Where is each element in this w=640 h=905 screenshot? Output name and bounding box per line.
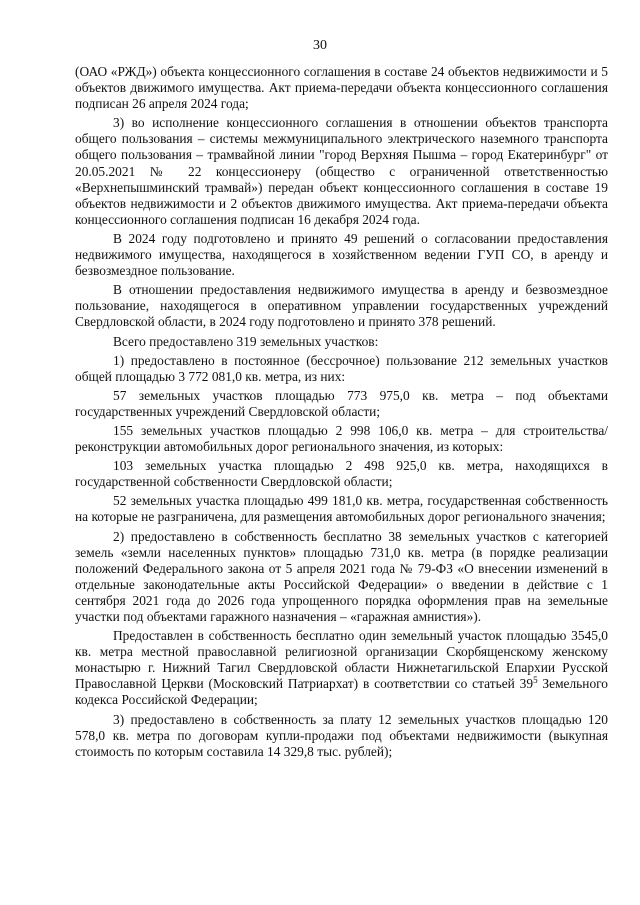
paragraph-institution-plots: 57 земельных участков площадью 773 975,0 кв. метра – под объектами государственных учреждений Свердловской области; xyxy=(75,387,608,419)
page-number: 30 xyxy=(313,38,327,53)
article-superscript: 5 xyxy=(533,675,538,686)
paragraph-undivided-property-plots: 52 земельных участка площадью 499 181,0 кв. метра, государственная собственность на которые не разграничена, для размещения автомобильных дорог регионального значения; xyxy=(75,493,608,525)
paragraph-monastery-plot xyxy=(75,628,608,708)
monastery-text-before: Предоставлен в собственность бесплатно один земельный участок площадью 3545,0 кв. метра местной православной религиозной организации Скорбященскому женскому монастырю г. Нижний Тагил Свердловской области Нижнетагильской Епархии Русской Православной Церкви (Московский Патриархат) в соответствии со статьей 39 xyxy=(75,628,608,692)
paragraph-permanent-use: 1) предоставлено в постоянное (бессрочное) пользование 212 земельных участков общей площадью 3 772 081,0 кв. метра, из них: xyxy=(75,352,608,384)
paragraph-paid-ownership: 3) предоставлено в собственность за плату 12 земельных участков площадью 120 578,0 кв. метра по договорам купли-продажи под объектами недвижимости (выкупная стоимость по которым составила 14 329,8 тыс. рублей); xyxy=(75,711,608,759)
paragraph-road-plots: 155 земельных участков площадью 2 998 106,0 кв. метра – для строительства/реконструкции автомобильных дорог регионального значения, из которых: xyxy=(75,422,608,455)
paragraph-garage-amnesty: 2) предоставлено в собственность бесплатно 38 земельных участков с категорией земель «земли населенных пунктов» площадью 731,0 кв. метра (в порядке реализации положений Федерального закона от 5 апреля 2021 года № 79-ФЗ «О внесении изменений в отдельные законодательные акты Российской Федерации» о введении в действие с 1 сентября 2021 года до 2026 года упрощенного порядка оформления прав на земельные участки под объектами гаражного назначения – «гаражная амнистия»). xyxy=(75,528,608,624)
paragraph-institution-decisions: В отношении предоставления недвижимого имущества в аренду и безвозмездное пользование, находящегося в оперативном управлении государственных учреждений Свердловской области, в 2024 году подготовлено и принято 378 решений. xyxy=(75,282,608,330)
paragraph-regional-property-plots: 103 земельных участка площадью 2 498 925,0 кв. метра, находящихся в государственной собственности Свердловской области; xyxy=(75,458,608,490)
paragraph-gup-decisions: В 2024 году подготовлено и принято 49 решений о согласовании предоставления недвижимого имущества, находящегося в хозяйственном ведении ГУП СО, в аренду и безвозмездное пользование. xyxy=(75,230,608,279)
document-body xyxy=(75,64,608,763)
paragraph-tram-concession: 3) во исполнение концессионного соглашения в отношении объектов транспорта общего пользования – системы межмуниципального электрического наземного транспорта общего пользования – трамвайной линии "город Верхняя Пышма – город Екатеринбург" от 20.05.2021 № 22 концессионеру (общество с ограниченной ответственностью «Верхнепышминский трамвай») передан объект концессионного соглашения в составе 19 объектов недвижимости и 2 объектов движимого имущества. Акт приема-передачи объекта концессионного соглашения подписан 16 декабря 2024 года. xyxy=(75,115,608,227)
paragraph-land-total: Всего предоставлено 319 земельных участков: xyxy=(113,333,379,349)
monastery-text-after: Земельного кодекса Российской Федерации; xyxy=(75,676,608,708)
paragraph-rzd-object-transfer: (ОАО «РЖД») объекта концессионного соглашения в составе 24 объектов недвижимости и 5 объектов движимого имущества. Акт приема-передачи объекта концессионного соглашения подписан 26 апреля 2024 года; xyxy=(75,64,608,112)
